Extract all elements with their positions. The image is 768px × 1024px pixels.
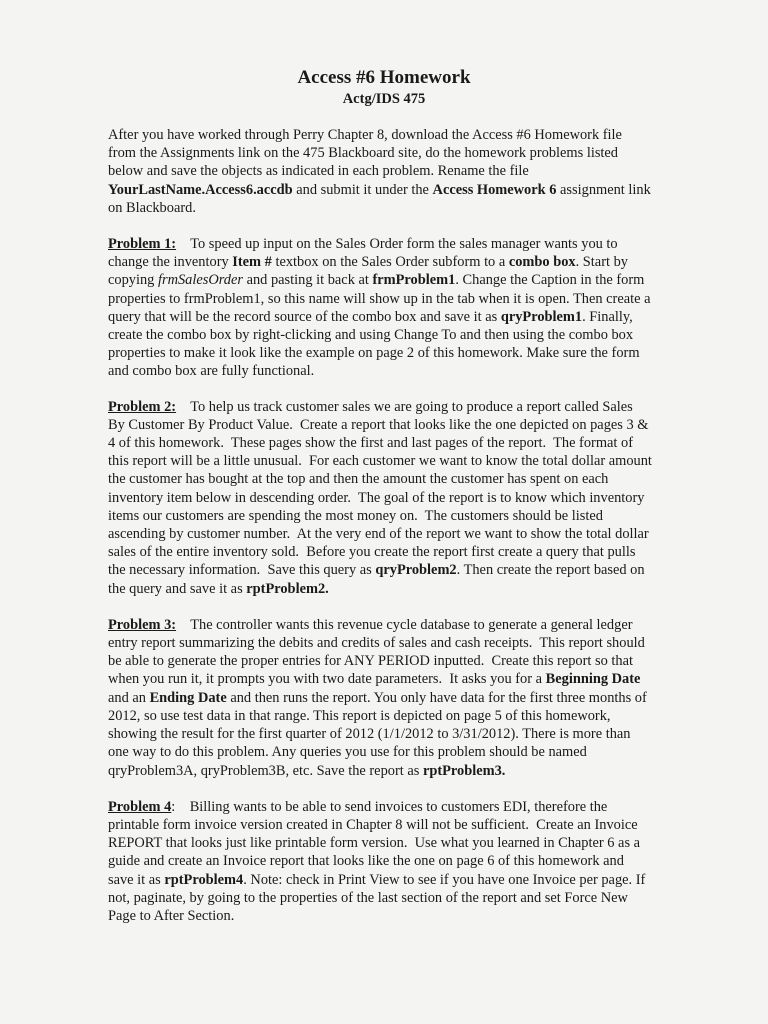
intro-paragraph [108, 126, 653, 217]
problem-3-text: and then runs the report. You only have data for the first three months of 2012, so use test data in that range. This report is depicted on page 5 of this homework, showing the result for the first quarter of 2012 (1/1/2012 to 3/31/2012). There is more than one way to do this problem. Any queries you use for this problem should be named qryProblem3A, qryProblem3B, etc. Save the report as [108, 689, 647, 779]
problem-3-label: Problem 3: [108, 616, 177, 633]
problem-3-paragraph [108, 616, 653, 780]
intro-text: and submit it under the [292, 181, 433, 198]
problem-1-text: To speed up input on the Sales Order form the sales manager wants you to change the inventory [108, 236, 622, 271]
intro-text: After you have worked through Perry Chapter 8, download the Access #6 Homework file from the Assignments link on the 475 Blackboard site, do the homework problems listed below and save the objects as indicated in each problem. Rename the file [108, 127, 622, 180]
problem-3-bold: Ending Date [149, 689, 227, 706]
problem-1-label: Problem 1: [108, 236, 177, 253]
problem-1-text: . Change the Caption in the form properties to frmProblem1, so this name will show up in the tab when it is open. Then create a query that will be the record source of the combo box and save it as [108, 272, 651, 325]
document-title: Access #6 Homework [297, 67, 471, 88]
problem-1-text: . Start by copying [108, 254, 628, 289]
problem-1-text: textbox on the Sales Order subform to a [271, 254, 509, 271]
problem-3-text: The controller wants this revenue cycle database to generate a general ledger entry report summarizing the debits and credits of sales and cash receipts. This report should be able to generate the proper entries for ANY PERIOD inputted. Create this report so that when you run it, it prompts you with two date parameters. It asks you for a [108, 616, 649, 688]
problem-3-bold: rptProblem3. [422, 762, 506, 779]
problem-2-text: . Then create the report based on the query and save it as [108, 562, 645, 597]
problem-2-bold: qryProblem2 [375, 562, 457, 579]
problem-1-paragraph [108, 235, 653, 381]
problem-1-text: . Finally, create the combo box by right-clicking and using Change To and then using the combo box properties to make it look like the example on page 2 of this homework. Make sure the form and combo box are fully functional. [108, 308, 640, 380]
intro-text: assignment link on Blackboard. [108, 181, 651, 216]
problem-2-paragraph [108, 398, 656, 598]
problem-1-bold: Item # [232, 254, 272, 271]
problem-2-text: To help us track customer sales we are going to produce a report called Sales By Customer By Product Value. Create a report that looks like the one depicted on pages 3 & 4 of this homework. These pages show the first and last pages of the report. The format of this report will be a little unusual. For each customer we want to know the total dollar amount the customer has bought at the top and then the amount the customer has spent on each inventory item below in descending order. The goal of the report is to know which inventory items our customers are spending the most money on. The customers should be listed ascending by customer number. At the very end of the report we want to show the total dollar sales of the entire inventory sold. Before you create the report first create a query that pulls the necessary information. Save this query as [108, 398, 656, 579]
problem-1-text: and pasting it back at [242, 272, 373, 289]
problem-2-bold: rptProblem2. [246, 580, 329, 597]
problem-1-italic: frmSalesOrder [157, 272, 243, 289]
filename-bold: YourLastName.Access6.accdb [108, 181, 293, 198]
document-header [0, 66, 768, 108]
problem-2-label: Problem 2: [108, 398, 177, 415]
problem-3-text: and an [108, 689, 150, 706]
problem-4-label: Problem 4 [108, 798, 172, 815]
document-body [108, 126, 656, 925]
problem-4-bold: rptProblem4 [164, 871, 244, 888]
problem-1-bold: qryProblem1 [500, 308, 583, 325]
problem-4-text: . Note: check in Print View to see if you have one Invoice per page. If not, paginate, by going to the properties of the last section of the report and set Force New Page to After Section. [108, 871, 646, 924]
problem-1-bold: combo box [508, 254, 576, 271]
problem-4-colon: : [171, 798, 176, 815]
problem-4-paragraph [108, 798, 653, 925]
problem-3-bold: Beginning Date [545, 671, 641, 688]
course-code: Actg/IDS 475 [342, 91, 426, 107]
assignment-name-bold: Access Homework 6 [432, 181, 557, 198]
problem-1-bold: frmProblem1 [372, 272, 456, 289]
problem-4-text: Billing wants to be able to send invoices to customers EDI, therefore the printable form invoice version created in Chapter 8 will not be sufficient. Create an Invoice REPORT that looks just like printable form version. Use what you learned in Chapter 6 as a guide and create an Invoice report that looks like the one on page 6 of this homework and save it as [108, 798, 644, 888]
